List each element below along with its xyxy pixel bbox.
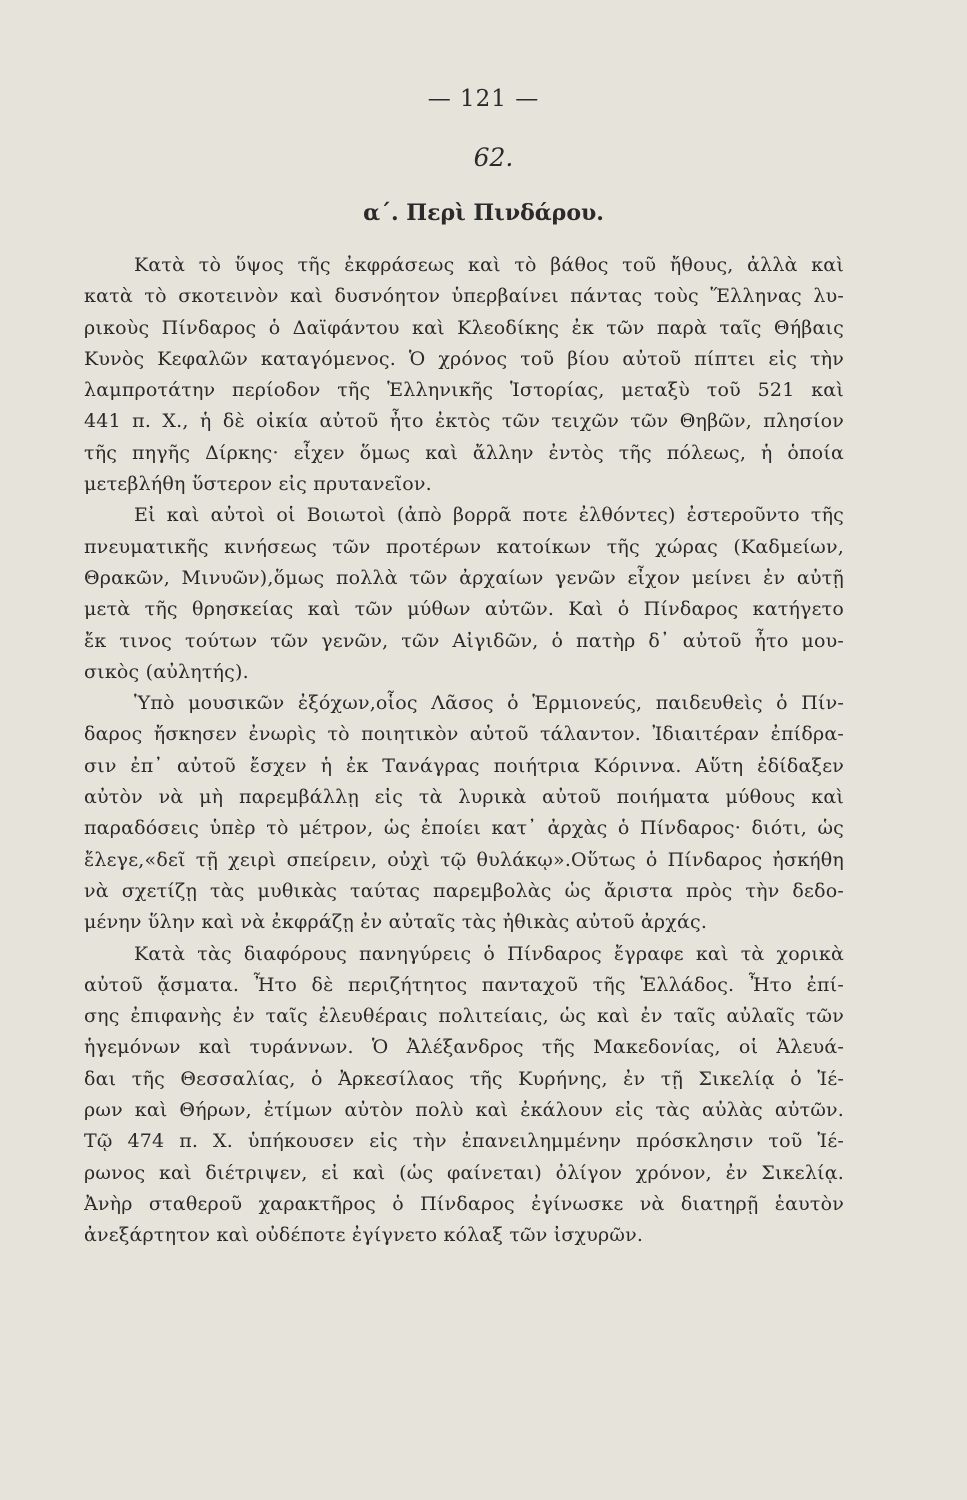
text-line: Τῷ 474 π. Χ. ὑπήκουσεν εἰς τὴν ἐπανειλημμένην πρόσκλησιν τοῦ Ἱέ- — [84, 1130, 844, 1153]
text-line: δαρος ἤσκησεν ἐνωρὶς τὸ ποιητικὸν αὐτοῦ τάλαντον. Ἰδιαιτέραν ἐπίδρα- — [84, 723, 844, 746]
text-line: κατὰ τὸ σκοτεινὸν καὶ δυσνόητον ὑπερβαίνει πάντας τοὺς Ἕλληνας λυ- — [84, 285, 844, 308]
text-line: Θρακῶν, Μινυῶν),ὅμως πολλὰ τῶν ἀρχαίων γενῶν εἶχον μείνει ἐν αὐτῇ — [84, 566, 844, 589]
text-line: Κυνὸς Κεφαλῶν καταγόμενος. Ὁ χρόνος τοῦ βίου αὐτοῦ πίπτει εἰς τὴν — [84, 347, 844, 370]
text-line: Ἀνὴρ σταθεροῦ χαρακτῆρος ὁ Πίνδαρος ἐγίνωσκε νὰ διατηρῇ ἑαυτὸν — [84, 1192, 844, 1215]
text-line: μετεβλήθη ὕστερον εἰς πρυτανεῖον. — [84, 473, 432, 496]
text-line: ἡγεμόνων καὶ τυράννων. Ὁ Ἀλέξανδρος τῆς Μακεδονίας, οἱ Ἀλευά- — [84, 1036, 844, 1059]
text-line: λαμπροτάτην περίοδον τῆς Ἑλληνικῆς Ἱστορίας, μεταξὺ τοῦ 521 καὶ — [84, 379, 844, 402]
text-line: ἔκ τινος τούτων τῶν γενῶν, τῶν Αἰγιδῶν, ὁ πατὴρ δ᾽ αὐτοῦ ἦτο μου- — [84, 629, 844, 652]
text-line: μετὰ τῆς θρησκείας καὶ τῶν μύθων αὐτῶν. Καὶ ὁ Πίνδαρος κατήγετο — [84, 598, 844, 621]
text-line: ρων καὶ Θήρων, ἐτίμων αὐτὸν πολὺ καὶ ἐκάλουν εἰς τὰς αὐλὰς αὐτῶν. — [84, 1099, 844, 1122]
text-line: Κατὰ τὰς διαφόρους πανηγύρεις ὁ Πίνδαρος ἔγραφε καὶ τὰ χορικὰ — [134, 942, 844, 965]
text-line: σιν ἐπ᾽ αὐτοῦ ἔσχεν ἡ ἐκ Τανάγρας ποιήτρια Κόριννα. Αὕτη ἐδίδαξεν — [84, 754, 844, 777]
text-line: νὰ σχετίζῃ τὰς μυθικὰς ταύτας παρεμβολὰς ὡς ἄριστα πρὸς τὴν δεδο- — [84, 879, 844, 902]
section-title: α΄. Περὶ Πινδάρου. — [363, 200, 604, 226]
text-line: ἀνεξάρτητον καὶ οὐδέποτε ἐγίγνετο κόλαξ τῶν ἰσχυρῶν. — [84, 1224, 644, 1247]
text-line: παραδόσεις ὑπὲρ τὸ μέτρον, ὡς ἐποίει κατ᾽ ἀρχὰς ὁ Πίνδαρος· διότι, ὡς — [84, 817, 844, 840]
page-number: — 121 — — [427, 86, 540, 112]
text-line: αὐτὸν νὰ μὴ παρεμβάλλῃ εἰς τὰ λυρικὰ αὐτοῦ ποιήματα μύθους καὶ — [84, 786, 844, 809]
text-line: Ὑπὸ μουσικῶν ἐξόχων,οἷος Λᾶσος ὁ Ἑρμιονεύς, παιδευθεὶς ὁ Πίν- — [134, 692, 844, 715]
text-line: Εἰ καὶ αὐτοὶ οἱ Βοιωτοὶ (ἀπὸ βορρᾶ ποτε ἐλθόντες) ἐστεροῦντο τῆς — [134, 504, 844, 527]
text-line: ἔλεγε,«δεῖ τῇ χειρὶ σπείρειν, οὐχὶ τῷ θυλάκῳ».Οὕτως ὁ Πίνδαρος ἠσκήθη — [84, 848, 844, 871]
body-text — [84, 250, 844, 1252]
text-line: μένην ὕλην καὶ νὰ ἐκφράζῃ ἐν αὐταῖς τὰς ἠθικὰς αὐτοῦ ἀρχάς. — [84, 911, 708, 934]
text-line: Κατὰ τὸ ὕψος τῆς ἐκφράσεως καὶ τὸ βάθος τοῦ ἤθους, ἀλλὰ καὶ — [134, 254, 844, 276]
text-line: σικὸς (αὐλητής). — [84, 660, 249, 683]
text-line: τῆς πηγῆς Δίρκης· εἶχεν ὅμως καὶ ἄλλην ἐντὸς τῆς πόλεως, ἡ ὁποία — [84, 441, 844, 464]
text-line: δαι τῆς Θεσσαλίας, ὁ Ἀρκεσίλαος τῆς Κυρήνης, ἐν τῇ Σικελίᾳ ὁ Ἱέ- — [84, 1067, 844, 1090]
text-line: ρωνος καὶ διέτριψεν, εἰ καὶ (ὡς φαίνεται) ὀλίγον χρόνον, ἐν Σικελίᾳ. — [84, 1161, 844, 1184]
text-line: αὐτοῦ ᾄσματα. Ἦτο δὲ περιζήτητος πανταχοῦ τῆς Ἑλλάδος. Ἦτο ἐπί- — [84, 973, 844, 996]
text-line: σης ἐπιφανὴς ἐν ταῖς ἐλευθέραις πολιτείαις, ὡς καὶ ἐν ταῖς αὐλαῖς τῶν — [84, 1005, 844, 1028]
text-line: 441 π. Χ., ἡ δὲ οἰκία αὐτοῦ ἦτο ἐκτὸς τῶν τειχῶν τῶν Θηβῶν, πλησίον — [84, 410, 844, 433]
section-number: 62. — [473, 143, 514, 172]
text-line: ρικοὺς Πίνδαρος ὁ Δαϊφάντου καὶ Κλεοδίκης ἐκ τῶν παρὰ ταῖς Θήβαις — [84, 316, 844, 339]
text-line: πνευματικῆς κινήσεως τῶν προτέρων κατοίκων τῆς χώρας (Καδμείων, — [84, 535, 844, 558]
